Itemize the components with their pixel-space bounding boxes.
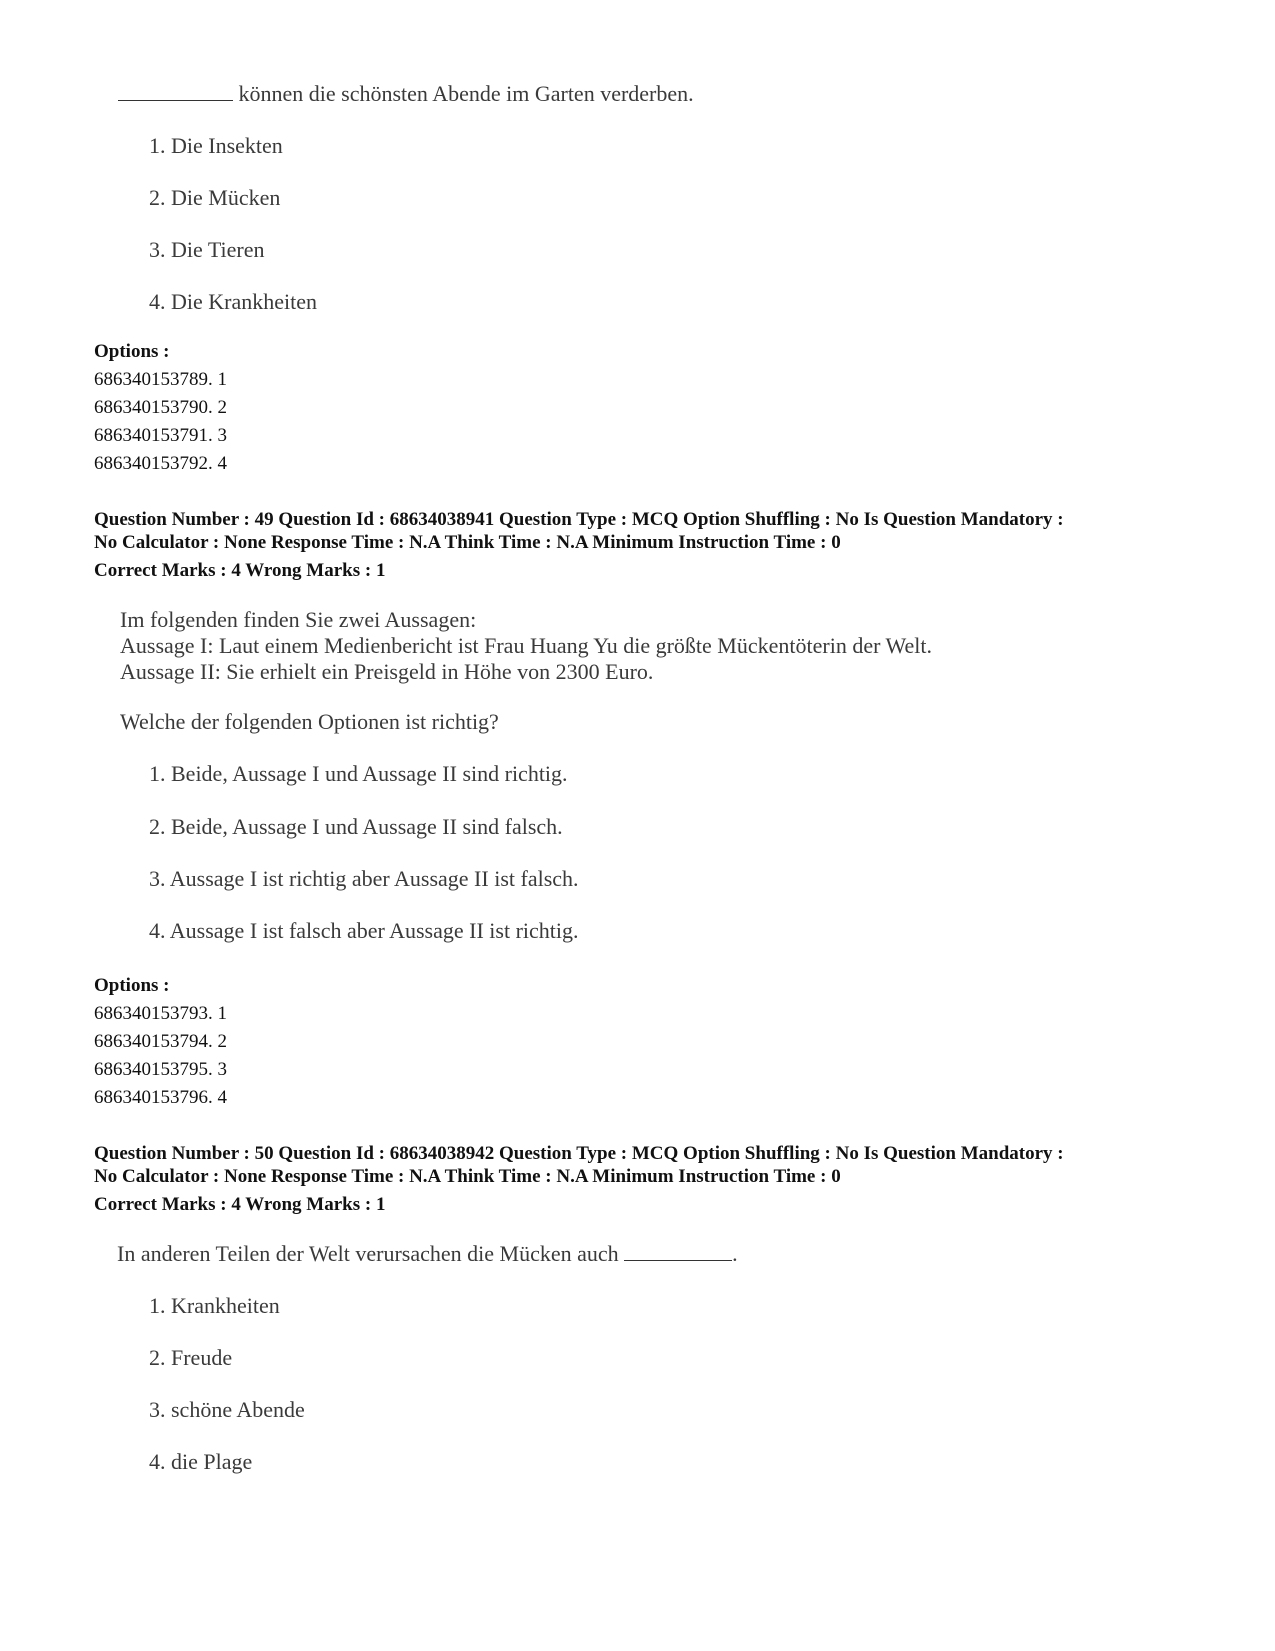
q50-stem-end: . — [732, 1241, 738, 1266]
q49-options-label: Options : — [94, 975, 170, 996]
q48-stem-text: können die schönsten Abende im Garten verderben. — [233, 81, 694, 106]
q49-marks: Correct Marks : 4 Wrong Marks : 1 — [94, 560, 386, 581]
answer-blank — [118, 82, 233, 101]
q48-choice-1: 1. Die Insekten — [149, 133, 283, 158]
q49-prompt: Welche der folgenden Optionen ist richtig? — [120, 709, 499, 734]
q49-option-4: 686340153796. 4 — [94, 1087, 227, 1108]
q49-stem-line3: Aussage II: Sie erhielt ein Preisgeld in Höhe von 2300 Euro. — [120, 659, 654, 684]
q48-option-3: 686340153791. 3 — [94, 425, 227, 446]
q49-choice-3: 3. Aussage I ist richtig aber Aussage II ist falsch. — [149, 866, 579, 891]
q49-choice-4: 4. Aussage I ist falsch aber Aussage II ist richtig. — [149, 918, 579, 943]
q50-choice-2: 2. Freude — [149, 1345, 233, 1370]
q49-option-3: 686340153795. 3 — [94, 1059, 227, 1080]
q48-options-label: Options : — [94, 341, 170, 362]
q50-stem — [117, 1240, 738, 1268]
q49-choice-2: 2. Beide, Aussage I und Aussage II sind falsch. — [149, 814, 563, 839]
q48-option-2: 686340153790. 2 — [94, 397, 227, 418]
q50-meta-line2: No Calculator : None Response Time : N.A Think Time : N.A Minimum Instruction Time : 0 — [94, 1166, 841, 1187]
q50-choice-4: 4. die Plage — [149, 1449, 253, 1474]
q49-option-2: 686340153794. 2 — [94, 1031, 227, 1052]
q48-choice-3: 3. Die Tieren — [149, 237, 265, 262]
q49-meta-line1: Question Number : 49 Question Id : 68634038941 Question Type : MCQ Option Shuffling : No Is Question Mandatory : — [94, 509, 1064, 530]
q49-stem-line2: Aussage I: Laut einem Medienbericht ist Frau Huang Yu die größte Mückentöterin der Welt. — [120, 633, 933, 658]
q49-meta-line2: No Calculator : None Response Time : N.A Think Time : N.A Minimum Instruction Time : 0 — [94, 532, 841, 553]
q50-stem-text: In anderen Teilen der Welt verursachen die Mücken auch — [117, 1241, 625, 1266]
q50-choice-1: 1. Krankheiten — [149, 1293, 280, 1318]
q50-choice-3: 3. schöne Abende — [149, 1397, 305, 1422]
q49-option-1: 686340153793. 1 — [94, 1003, 227, 1024]
answer-blank — [624, 1242, 732, 1261]
q48-choice-2: 2. Die Mücken — [149, 185, 281, 210]
q48-option-4: 686340153792. 4 — [94, 453, 227, 474]
q50-marks: Correct Marks : 4 Wrong Marks : 1 — [94, 1194, 386, 1215]
q49-stem-line1: Im folgenden finden Sie zwei Aussagen: — [120, 607, 477, 632]
q48-choice-4: 4. Die Krankheiten — [149, 289, 317, 314]
q49-choice-1: 1. Beide, Aussage I und Aussage II sind richtig. — [149, 761, 568, 786]
q50-meta-line1: Question Number : 50 Question Id : 68634038942 Question Type : MCQ Option Shuffling : No Is Question Mandatory : — [94, 1143, 1064, 1164]
q48-option-1: 686340153789. 1 — [94, 369, 227, 390]
q48-stem — [118, 80, 694, 108]
